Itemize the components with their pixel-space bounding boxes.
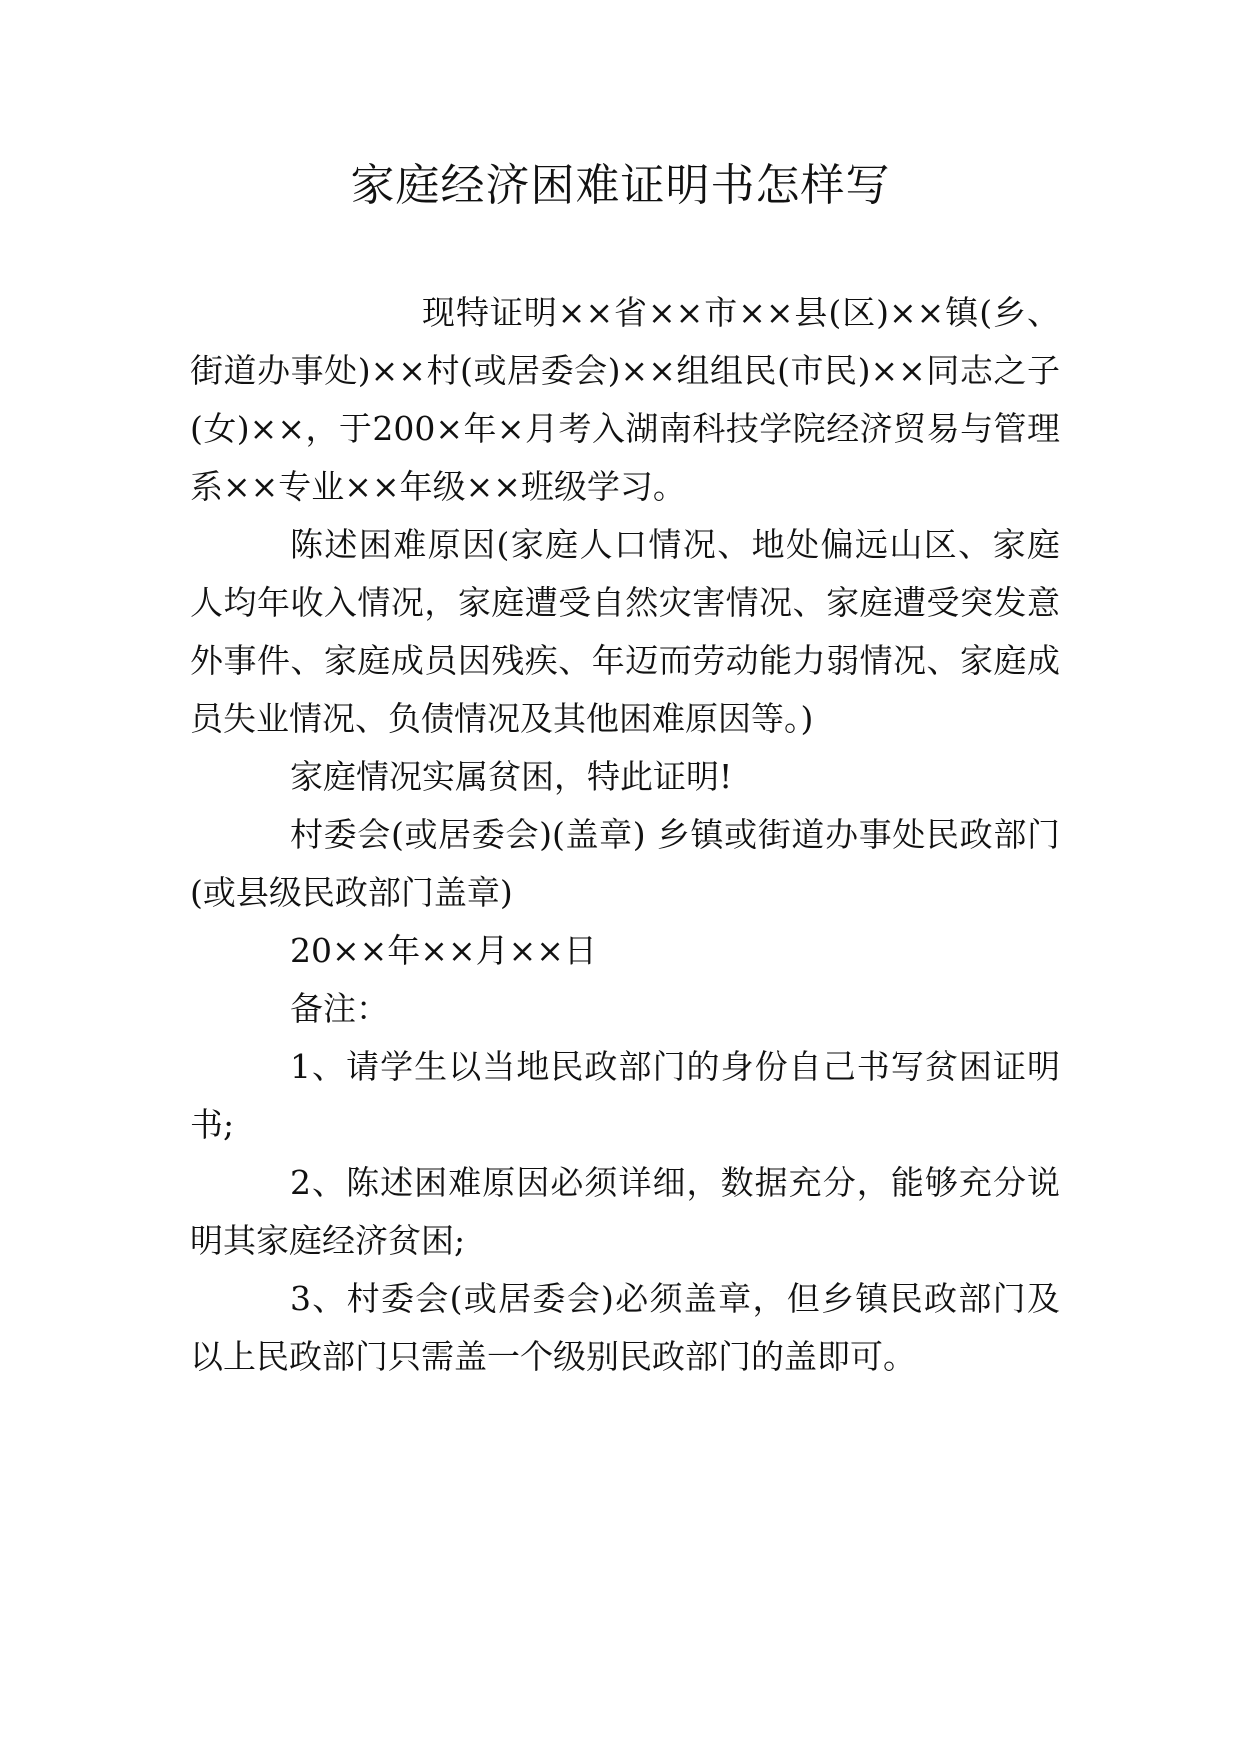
paragraph-note-1: 1、请学生以当地民政部门的身份自己书写贫困证明书; (190, 1047, 1060, 1144)
paragraph-conclusion: 家庭情况实属贫困，特此证明! (290, 757, 733, 796)
paragraph-notes-heading: 备注： (290, 989, 389, 1028)
document-body (190, 284, 1060, 1386)
paragraph-hardship-reasons: 陈述困难原因(家庭人口情况、地处偏远山区、家庭人均年收入情况，家庭遭受自然灾害情况、家庭遭受突发意外事件、家庭成员因残疾、年迈而劳动能力弱情况、家庭成员失业情况、负债情况及其他困难原因等。) (190, 525, 1060, 738)
paragraph-note-2: 2、陈述困难原因必须详细，数据充分，能够充分说明其家庭经济贫困; (190, 1163, 1060, 1260)
paragraph-seal-line: 村委会(或居委会)(盖章) 乡镇或街道办事处民政部门(或县级民政部门盖章) (190, 815, 1060, 912)
paragraph-note-3: 3、村委会(或居委会)必须盖章，但乡镇民政部门及以上民政部门只需盖一个级别民政部门的盖即可。 (190, 1279, 1060, 1376)
paragraph-date: 20××年××月××日 (290, 931, 597, 970)
paragraph-certification: 现特证明××省××市××县(区)××镇(乡、街道办事处)××村(或居委会)××组组民(市民)××同志之子(女)××，于200×年×月考入湖南科技学院经济贸易与管理系××专业××年级××班级学习。 (190, 293, 1060, 506)
document-title: 家庭经济困难证明书怎样写 (350, 160, 891, 211)
